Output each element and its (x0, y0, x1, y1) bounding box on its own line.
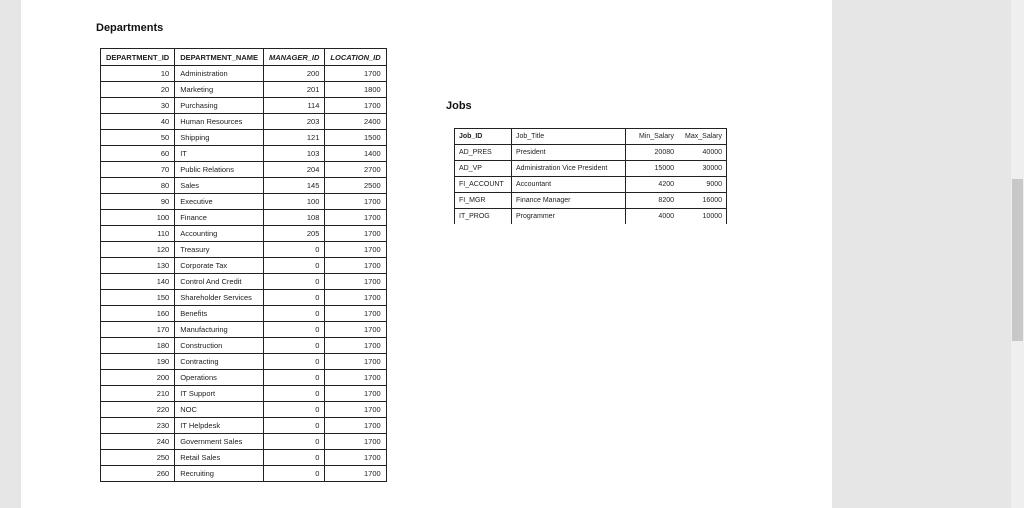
table-cell: 70 (101, 162, 175, 178)
column-header-job-title: Job_Title (512, 129, 626, 145)
table-cell: Treasury (175, 242, 264, 258)
table-row (101, 82, 387, 98)
table-row (101, 322, 387, 338)
table-cell: Recruiting (175, 466, 264, 482)
table-cell: 100 (263, 194, 324, 210)
table-cell: Shipping (175, 130, 264, 146)
table-cell: 40 (101, 114, 175, 130)
table-row (455, 145, 727, 161)
table-row (101, 210, 387, 226)
table-cell: 15000 (626, 161, 679, 177)
jobs-heading: Jobs (446, 100, 472, 112)
table-cell: 1700 (325, 226, 386, 242)
table-row (101, 146, 387, 162)
table-cell: Manufacturing (175, 322, 264, 338)
table-row (101, 226, 387, 242)
table-cell: 1700 (325, 258, 386, 274)
table-row (101, 450, 387, 466)
table-cell: IT_PROG (455, 209, 512, 225)
column-header-max-salary: Max_Salary (678, 129, 727, 145)
table-cell: 0 (263, 466, 324, 482)
table-cell: Administration Vice President (512, 161, 626, 177)
table-cell: 1500 (325, 130, 386, 146)
table-row (101, 66, 387, 82)
vertical-scrollbar[interactable] (1011, 0, 1024, 508)
table-row (101, 338, 387, 354)
table-cell: Contracting (175, 354, 264, 370)
table-cell: Benefits (175, 306, 264, 322)
table-cell: Programmer (512, 209, 626, 225)
column-header-department-id: DEPARTMENT_ID (101, 49, 175, 66)
table-cell: Shareholder Services (175, 290, 264, 306)
table-cell: 1700 (325, 418, 386, 434)
table-cell: Accountant (512, 177, 626, 193)
table-row (455, 193, 727, 209)
table-cell: 1700 (325, 466, 386, 482)
table-cell: 1700 (325, 290, 386, 306)
table-cell: 1700 (325, 450, 386, 466)
table-cell: 9000 (678, 177, 727, 193)
table-cell: Finance (175, 210, 264, 226)
table-cell: 121 (263, 130, 324, 146)
departments-table (100, 48, 387, 482)
table-cell: 200 (101, 370, 175, 386)
table-cell: 8200 (626, 193, 679, 209)
table-cell: 203 (263, 114, 324, 130)
table-cell: Accounting (175, 226, 264, 242)
table-cell: Sales (175, 178, 264, 194)
table-cell: 1800 (325, 82, 386, 98)
table-cell: 1700 (325, 66, 386, 82)
column-header-job-id: Job_ID (455, 129, 512, 145)
table-cell: IT Support (175, 386, 264, 402)
table-cell: 1700 (325, 274, 386, 290)
table-cell: 260 (101, 466, 175, 482)
table-cell: 1700 (325, 402, 386, 418)
table-cell: 0 (263, 402, 324, 418)
table-cell: 201 (263, 82, 324, 98)
table-cell: 30000 (678, 161, 727, 177)
table-row (101, 98, 387, 114)
table-cell: 0 (263, 306, 324, 322)
table-cell: 0 (263, 290, 324, 306)
table-cell: 220 (101, 402, 175, 418)
table-cell: 2700 (325, 162, 386, 178)
table-cell: Marketing (175, 82, 264, 98)
table-cell: Control And Credit (175, 274, 264, 290)
table-row (101, 402, 387, 418)
table-row (101, 466, 387, 482)
table-cell: NOC (175, 402, 264, 418)
table-row (101, 162, 387, 178)
table-cell: Public Relations (175, 162, 264, 178)
table-cell: 1700 (325, 242, 386, 258)
table-row (101, 274, 387, 290)
table-cell: 230 (101, 418, 175, 434)
table-cell: 1700 (325, 354, 386, 370)
table-cell: IT Helpdesk (175, 418, 264, 434)
scrollbar-thumb[interactable] (1012, 179, 1023, 341)
table-row (101, 354, 387, 370)
table-cell: 0 (263, 338, 324, 354)
table-cell: 0 (263, 418, 324, 434)
table-cell: 4000 (658, 213, 674, 220)
table-cell: 1700 (325, 434, 386, 450)
table-cell: 1700 (325, 338, 386, 354)
table-row (101, 386, 387, 402)
table-cell: AD_VP (455, 161, 512, 177)
table-cell: 1700 (325, 370, 386, 386)
table-cell: 0 (263, 370, 324, 386)
table-cell: Human Resources (175, 114, 264, 130)
table-cell: 114 (263, 98, 324, 114)
table-row (101, 306, 387, 322)
table-cell: 120 (101, 242, 175, 258)
table-cell: 40000 (678, 145, 727, 161)
jobs-table (454, 128, 727, 224)
table-cell: 0 (263, 322, 324, 338)
table-row (101, 258, 387, 274)
table-cell: FI_MGR (455, 193, 512, 209)
table-cell: 103 (263, 146, 324, 162)
table-row (101, 290, 387, 306)
table-cell: 0 (263, 274, 324, 290)
table-cell: 1700 (325, 386, 386, 402)
table-cell: 205 (263, 226, 324, 242)
table-cell: 210 (101, 386, 175, 402)
table-cell: 10000 (702, 213, 722, 220)
document-page (21, 0, 832, 508)
column-header-location-id: LOCATION_ID (325, 49, 386, 66)
table-cell: 50 (101, 130, 175, 146)
table-cell: Executive (175, 194, 264, 210)
table-row (455, 161, 727, 177)
table-row (101, 242, 387, 258)
table-row (101, 418, 387, 434)
table-cell: 170 (101, 322, 175, 338)
table-cell: 180 (101, 338, 175, 354)
table-cell: 90 (101, 194, 175, 210)
table-cell: Finance Manager (512, 193, 626, 209)
table-cell: 100 (101, 210, 175, 226)
table-cell: Government Sales (175, 434, 264, 450)
table-cell: 20 (101, 82, 175, 98)
table-cell: 110 (101, 226, 175, 242)
table-cell: 140 (101, 274, 175, 290)
table-cell: 20080 (626, 145, 679, 161)
table-cell: 160 (101, 306, 175, 322)
table-cell: 1700 (325, 210, 386, 226)
table-cell: 1700 (325, 98, 386, 114)
table-cell: 145 (263, 178, 324, 194)
table-cell: 150 (101, 290, 175, 306)
table-cell: 60 (101, 146, 175, 162)
table-cell: AD_PRES (455, 145, 512, 161)
table-row (455, 209, 727, 225)
table-cell: Corporate Tax (175, 258, 264, 274)
table-row (101, 370, 387, 386)
table-row (101, 194, 387, 210)
table-cell: IT (175, 146, 264, 162)
column-header-min-salary: Min_Salary (626, 129, 679, 145)
table-header-row (455, 129, 727, 145)
table-cell: Retail Sales (175, 450, 264, 466)
table-cell: 80 (101, 178, 175, 194)
table-cell: 204 (263, 162, 324, 178)
table-row (101, 178, 387, 194)
table-row (101, 434, 387, 450)
table-cell: 1700 (325, 306, 386, 322)
table-cell: 0 (263, 434, 324, 450)
table-cell: 200 (263, 66, 324, 82)
table-cell: 130 (101, 258, 175, 274)
table-cell: 0 (263, 386, 324, 402)
departments-heading: Departments (96, 22, 164, 34)
table-cell: 2500 (325, 178, 386, 194)
table-cell: 1400 (325, 146, 386, 162)
table-cell: 0 (263, 258, 324, 274)
column-header-manager-id: MANAGER_ID (263, 49, 324, 66)
table-cell: 108 (263, 210, 324, 226)
table-cell: 10 (101, 66, 175, 82)
table-row (101, 114, 387, 130)
table-cell: 0 (263, 354, 324, 370)
table-cell: 190 (101, 354, 175, 370)
table-cell: 1700 (325, 322, 386, 338)
table-cell: 30 (101, 98, 175, 114)
table-row (101, 130, 387, 146)
table-cell: Administration (175, 66, 264, 82)
table-row (455, 177, 727, 193)
table-cell: Operations (175, 370, 264, 386)
table-cell: 16000 (678, 193, 727, 209)
table-cell: 240 (101, 434, 175, 450)
table-cell: President (512, 145, 626, 161)
table-header-row (101, 49, 387, 66)
table-cell: 0 (263, 242, 324, 258)
table-cell: Construction (175, 338, 264, 354)
table-cell: FI_ACCOUNT (455, 177, 512, 193)
column-header-department-name: DEPARTMENT_NAME (175, 49, 264, 66)
table-cell: 1700 (325, 194, 386, 210)
table-cell: Purchasing (175, 98, 264, 114)
table-cell: 2400 (325, 114, 386, 130)
table-cell: 250 (101, 450, 175, 466)
table-cell: 0 (263, 450, 324, 466)
table-cell: 4200 (626, 177, 679, 193)
